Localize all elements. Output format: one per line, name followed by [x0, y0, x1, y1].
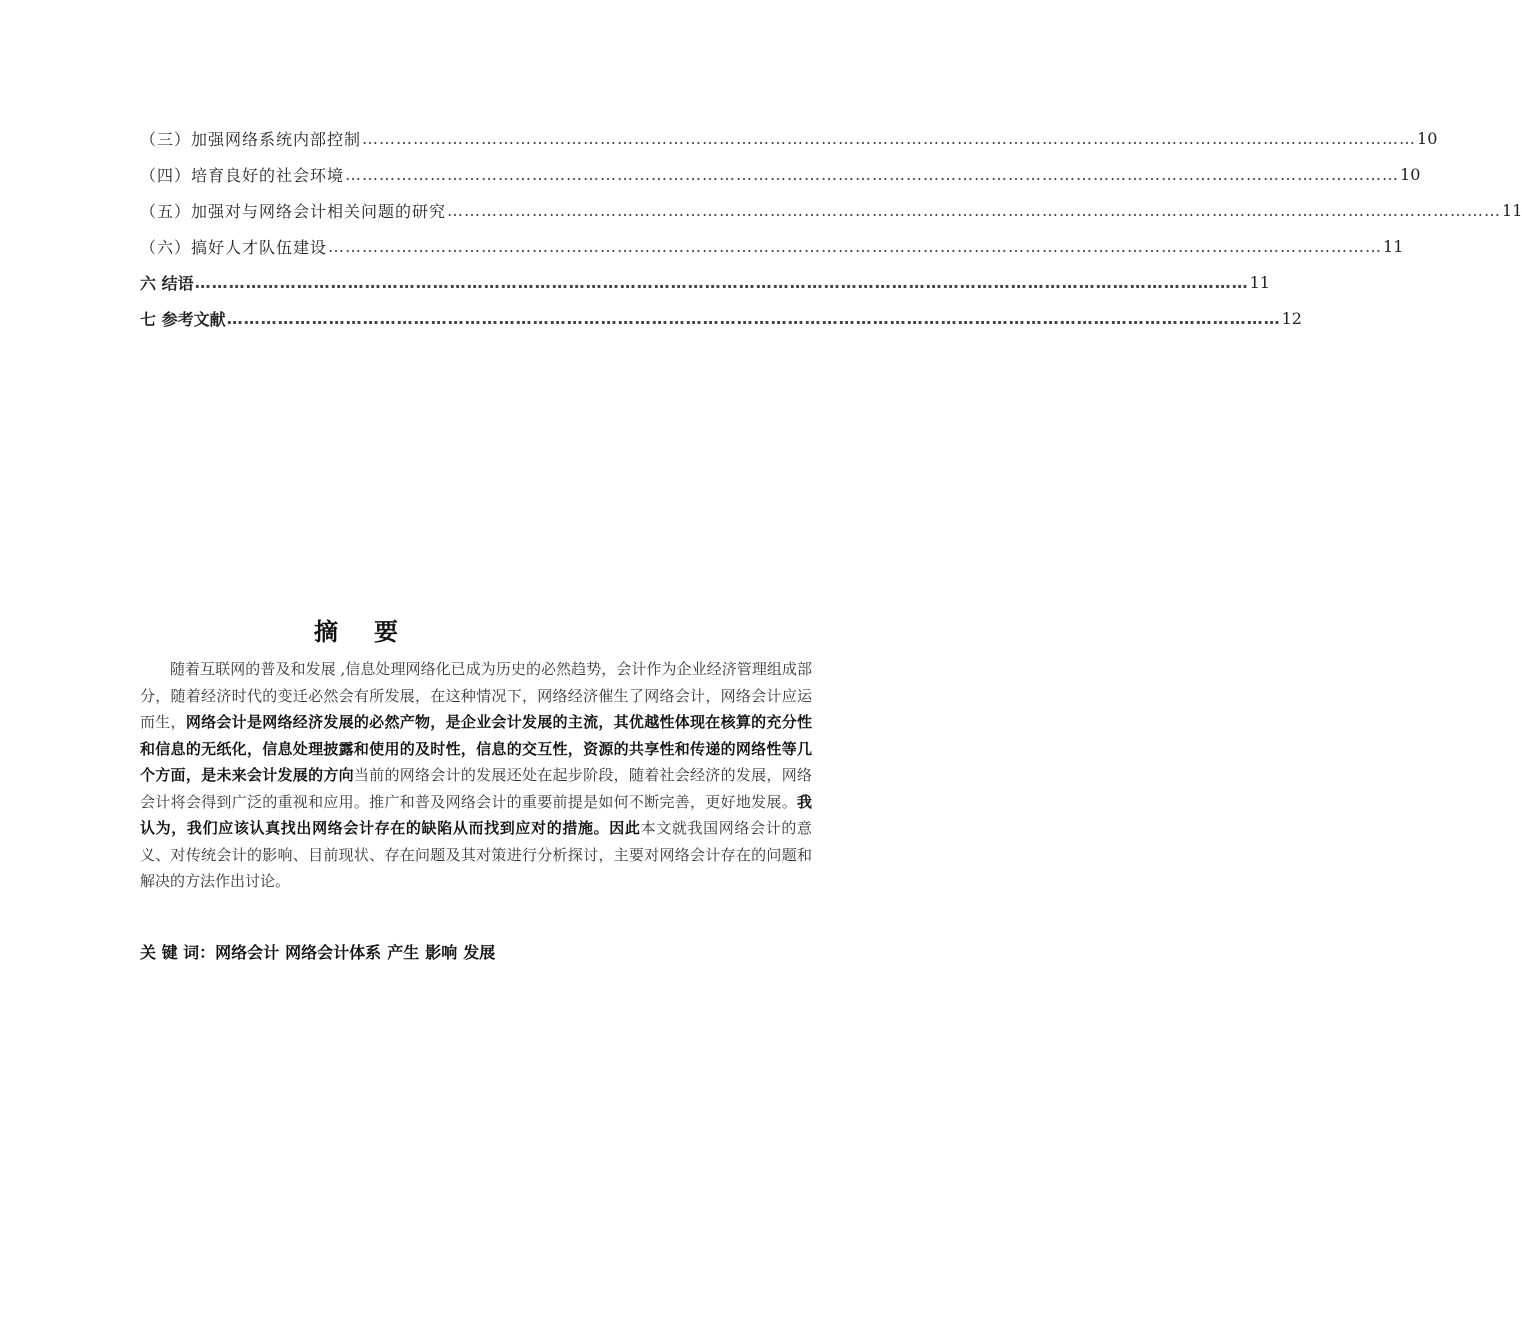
abstract-title: 摘要 [314, 618, 434, 646]
toc-entry[interactable] [140, 120, 1438, 156]
keyword: 发展 [463, 943, 496, 962]
toc-entry-references[interactable] [140, 300, 1302, 336]
toc-leader-dots: …………………………………………………………………………………………………………………………………………………………………… [362, 128, 1417, 148]
toc-entry-label: （三）加强网络系统内部控制 [140, 129, 362, 149]
toc-page-number: 11 [1383, 236, 1404, 256]
keyword: 网络会计体系 [285, 943, 382, 962]
toc-leader-dots: …………………………………………………………………………………………………………………………………………………………………… [194, 272, 1249, 292]
abstract-text: 本文就我国网络会计的意义、对传统会计的影响、目前现状、存在问题及其对策进行分析探讨，主要对网络会计存在的问题和解决的方法作出讨论。 [140, 819, 812, 890]
abstract-text: 随着互联网的普及和发展 ,信息处理网络化已成为历史的必然趋势，会计作为企业经济管理组成部分，随着经济时代的变迁必然会有所发展，在这种情况下，网络经济催生了网络会计，网络会计应运而生， [140, 660, 812, 731]
abstract-text-emphasis: 网络会计是网络经济发展的必然产物，是企业会计发展的主流，其优越性体现在核算的充分性和信息的无纸化，信息处理披露和使用的及时性，信息的交互性，资源的共享性和传递的网络性等几个方面，是未来会计发展的方向 [140, 713, 812, 784]
toc-page-number: 10 [1417, 128, 1438, 148]
abstract-body [140, 656, 812, 895]
toc-leader-dots: …………………………………………………………………………………………………………………………………………………………………… [226, 308, 1281, 328]
toc-entry-label: 七 参考文献 [140, 309, 226, 329]
toc-leader-dots: …………………………………………………………………………………………………………………………………………………………………… [328, 236, 1383, 256]
keyword: 产生 [387, 943, 420, 962]
toc-page-number: 11 [1249, 272, 1270, 292]
toc-entry[interactable] [140, 192, 1522, 228]
toc-entry[interactable] [140, 156, 1421, 192]
keyword: 影响 [425, 943, 458, 962]
table-of-contents [140, 120, 1522, 336]
toc-entry-label: 六 结语 [140, 273, 194, 293]
toc-entry-conclusion[interactable] [140, 264, 1270, 300]
toc-entry-label: （五）加强对与网络会计相关问题的研究 [140, 201, 447, 221]
keywords-label: 关 键 词： [140, 943, 216, 962]
toc-entry-label: （四）培育良好的社会环境 [140, 165, 345, 185]
abstract-text: 当前的网络会计的发展还处在起步阶段，随着社会经济的发展，网络会计将会得到广泛的重视和应用。推广和普及网络会计的重要前提是如何不断完善，更好地发展。 [140, 766, 812, 811]
toc-entry-label: （六）搞好人才队伍建设 [140, 237, 328, 257]
abstract-text-emphasis: 我认为，我们应该认真找出网络会计存在的缺陷从而找到应对的措施。因此 [140, 792, 812, 837]
toc-page-number: 12 [1281, 308, 1302, 328]
toc-page-number: 11 [1502, 200, 1522, 220]
keyword: 网络会计 [215, 943, 280, 962]
toc-leader-dots: …………………………………………………………………………………………………………………………………………………………………… [345, 164, 1400, 184]
toc-page-number: 10 [1400, 164, 1421, 184]
toc-entry[interactable] [140, 228, 1404, 264]
keywords-line [140, 940, 501, 963]
toc-leader-dots: …………………………………………………………………………………………………………………………………………………………………… [447, 200, 1502, 220]
